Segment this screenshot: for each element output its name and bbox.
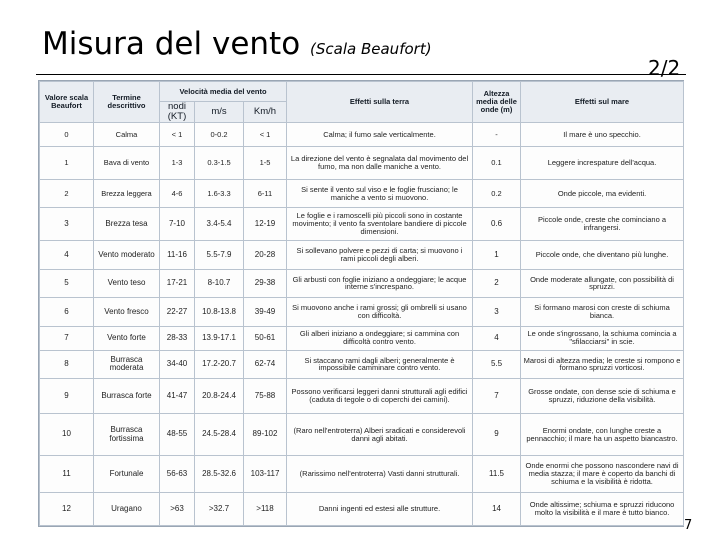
ms-cell: 17.2-20.7	[195, 350, 244, 378]
wave-height-cell: 14	[473, 493, 521, 526]
table-row	[40, 147, 684, 180]
term-cell: Brezza leggera	[94, 179, 160, 207]
sea-effects-cell: Onde piccole, ma evidenti.	[521, 179, 684, 207]
ms-cell: 8-10.7	[195, 269, 244, 297]
title-subtitle: (Scala Beaufort)	[310, 40, 432, 58]
land-effects-cell: (Raro nell'entroterra) Alberi sradicati e considerevoli danni agli abitati.	[287, 414, 473, 456]
ms-cell: 28.5-32.6	[195, 455, 244, 492]
land-effects-cell: Gli alberi iniziano a ondeggiare; si cammina con difficoltà contro vento.	[287, 326, 473, 350]
beaufort-table-container	[38, 80, 684, 527]
grade-cell: 2	[40, 179, 94, 207]
table-header-row	[40, 82, 684, 102]
sea-effects-cell: Leggere increspature dell'acqua.	[521, 147, 684, 180]
ms-cell: 0.3-1.5	[195, 147, 244, 180]
wave-height-cell: 2	[473, 269, 521, 297]
sea-effects-cell: Onde moderate allungate, con possibilità di spruzzi.	[521, 269, 684, 297]
page-title	[42, 26, 432, 62]
knots-cell: 11-16	[160, 241, 195, 269]
term-cell: Fortunale	[94, 455, 160, 492]
header-land-effects: Effetti sulla terra	[287, 82, 473, 123]
wave-height-cell: 3	[473, 298, 521, 326]
header-sea-effects: Effetti sul mare	[521, 82, 684, 123]
knots-cell: < 1	[160, 122, 195, 146]
wave-height-cell: 1	[473, 241, 521, 269]
ms-cell: 10.8-13.8	[195, 298, 244, 326]
ms-cell: 13.9-17.1	[195, 326, 244, 350]
kmh-cell: 39-49	[244, 298, 287, 326]
land-effects-cell: La direzione del vento è segnalata dal movimento del fumo, ma non dalle maniche a vento.	[287, 147, 473, 180]
sea-effects-cell: Marosi di altezza media; le creste si rompono e formano spruzzi vorticosi.	[521, 350, 684, 378]
header-kmh: Km/h	[244, 102, 287, 123]
land-effects-cell: Danni ingenti ed estesi alle strutture.	[287, 493, 473, 526]
kmh-cell: 62-74	[244, 350, 287, 378]
term-cell: Brezza tesa	[94, 208, 160, 241]
ms-cell: 0-0.2	[195, 122, 244, 146]
grade-cell: 0	[40, 122, 94, 146]
ms-cell: >32.7	[195, 493, 244, 526]
kmh-cell: 75-88	[244, 379, 287, 414]
ms-cell: 20.8-24.4	[195, 379, 244, 414]
knots-cell: 7-10	[160, 208, 195, 241]
table-row	[40, 455, 684, 492]
wave-height-cell: 11.5	[473, 455, 521, 492]
wave-height-cell: 7	[473, 379, 521, 414]
grade-cell: 6	[40, 298, 94, 326]
wave-height-cell: 9	[473, 414, 521, 456]
header-speed: Velocità media del vento	[160, 82, 287, 102]
table-row	[40, 326, 684, 350]
land-effects-cell: Si sente il vento sul viso e le foglie frusciano; le maniche a vento si muovono.	[287, 179, 473, 207]
term-cell: Burrasca fortissima	[94, 414, 160, 456]
knots-cell: 28-33	[160, 326, 195, 350]
table-row	[40, 269, 684, 297]
sea-effects-cell: Grosse ondate, con dense scie di schiuma e spruzzi, riduzione della visibilità.	[521, 379, 684, 414]
ms-cell: 3.4-5.4	[195, 208, 244, 241]
kmh-cell: >118	[244, 493, 287, 526]
wave-height-cell: 5.5	[473, 350, 521, 378]
kmh-cell: 50-61	[244, 326, 287, 350]
header-grade: Valore scala Beaufort	[40, 82, 94, 123]
grade-cell: 12	[40, 493, 94, 526]
title-divider	[36, 74, 686, 75]
wave-height-cell: 0.2	[473, 179, 521, 207]
table-row	[40, 379, 684, 414]
table-row	[40, 208, 684, 241]
wave-height-cell: 0.1	[473, 147, 521, 180]
ms-cell: 5.5-7.9	[195, 241, 244, 269]
sea-effects-cell: Piccole onde, creste che cominciano a infrangersi.	[521, 208, 684, 241]
table-row	[40, 241, 684, 269]
wave-height-cell: 0.6	[473, 208, 521, 241]
wave-height-cell: 4	[473, 326, 521, 350]
sea-effects-cell: Enormi ondate, con lunghe creste a pennacchio; il mare ha un aspetto biancastro.	[521, 414, 684, 456]
sea-effects-cell: Piccole onde, che diventano più lunghe.	[521, 241, 684, 269]
table-row	[40, 122, 684, 146]
grade-cell: 11	[40, 455, 94, 492]
grade-cell: 7	[40, 326, 94, 350]
land-effects-cell: Calma; il fumo sale verticalmente.	[287, 122, 473, 146]
knots-cell: 48-55	[160, 414, 195, 456]
header-ms: m/s	[195, 102, 244, 123]
term-cell: Bava di vento	[94, 147, 160, 180]
sea-effects-cell: Onde enormi che possono nascondere navi di media stazza; il mare è coperto da banchi di schiuma e la visibilità è ridotta.	[521, 455, 684, 492]
grade-cell: 1	[40, 147, 94, 180]
kmh-cell: 89-102	[244, 414, 287, 456]
term-cell: Vento moderato	[94, 241, 160, 269]
kmh-cell: 103-117	[244, 455, 287, 492]
knots-cell: 56-63	[160, 455, 195, 492]
kmh-cell: 29-38	[244, 269, 287, 297]
table-body	[40, 122, 684, 525]
term-cell: Uragano	[94, 493, 160, 526]
header-term: Termine descrittivo	[94, 82, 160, 123]
kmh-cell: 20-28	[244, 241, 287, 269]
knots-cell: 4-6	[160, 179, 195, 207]
knots-cell: 41-47	[160, 379, 195, 414]
knots-cell: 34-40	[160, 350, 195, 378]
term-cell: Vento fresco	[94, 298, 160, 326]
grade-cell: 3	[40, 208, 94, 241]
table-row	[40, 179, 684, 207]
kmh-cell: 12-19	[244, 208, 287, 241]
land-effects-cell: Le foglie e i ramoscelli più piccoli sono in costante movimento; il vento fa sventolare bandiere di piccole dimensioni.	[287, 208, 473, 241]
term-cell: Vento teso	[94, 269, 160, 297]
land-effects-cell: (Rarissimo nell'entroterra) Vasti danni strutturali.	[287, 455, 473, 492]
grade-cell: 8	[40, 350, 94, 378]
grade-cell: 4	[40, 241, 94, 269]
land-effects-cell: Possono verificarsi leggeri danni strutturali agli edifici (caduta di tegole o di coperchi dei camini).	[287, 379, 473, 414]
grade-cell: 9	[40, 379, 94, 414]
kmh-cell: 1-5	[244, 147, 287, 180]
knots-cell: 17-21	[160, 269, 195, 297]
ms-cell: 1.6-3.3	[195, 179, 244, 207]
sea-effects-cell: Le onde s'ingrossano, la schiuma comincia a "sfilacciarsi" in scie.	[521, 326, 684, 350]
sea-effects-cell: Il mare è uno specchio.	[521, 122, 684, 146]
grade-cell: 10	[40, 414, 94, 456]
table-row	[40, 493, 684, 526]
term-cell: Burrasca moderata	[94, 350, 160, 378]
header-wave-height: Altezza media delle onde (m)	[473, 82, 521, 123]
knots-cell: >63	[160, 493, 195, 526]
sea-effects-cell: Onde altissime; schiuma e spruzzi riducono molto la visibilità e il mare è tutto bianco.	[521, 493, 684, 526]
page-indicator: 2/2	[648, 56, 681, 80]
term-cell: Calma	[94, 122, 160, 146]
land-effects-cell: Gli arbusti con foglie iniziano a ondeggiare; le acque interne s'increspano.	[287, 269, 473, 297]
sea-effects-cell: Si formano marosi con creste di schiuma bianca.	[521, 298, 684, 326]
title-main: Misura del vento	[42, 26, 301, 62]
table-row	[40, 350, 684, 378]
beaufort-table	[39, 81, 684, 526]
term-cell: Vento forte	[94, 326, 160, 350]
knots-cell: 1-3	[160, 147, 195, 180]
ms-cell: 24.5-28.4	[195, 414, 244, 456]
table-row	[40, 414, 684, 456]
land-effects-cell: Si staccano rami dagli alberi; generalmente è impossibile camminare contro vento.	[287, 350, 473, 378]
term-cell: Burrasca forte	[94, 379, 160, 414]
wave-height-cell: -	[473, 122, 521, 146]
table-row	[40, 298, 684, 326]
header-knots: nodi (KT)	[160, 102, 195, 123]
land-effects-cell: Si muovono anche i rami grossi; gli ombrelli si usano con difficoltà.	[287, 298, 473, 326]
kmh-cell: 6-11	[244, 179, 287, 207]
kmh-cell: < 1	[244, 122, 287, 146]
grade-cell: 5	[40, 269, 94, 297]
knots-cell: 22-27	[160, 298, 195, 326]
slide-number: 7	[684, 518, 693, 533]
land-effects-cell: Si sollevano polvere e pezzi di carta; si muovono i rami piccoli degli alberi.	[287, 241, 473, 269]
